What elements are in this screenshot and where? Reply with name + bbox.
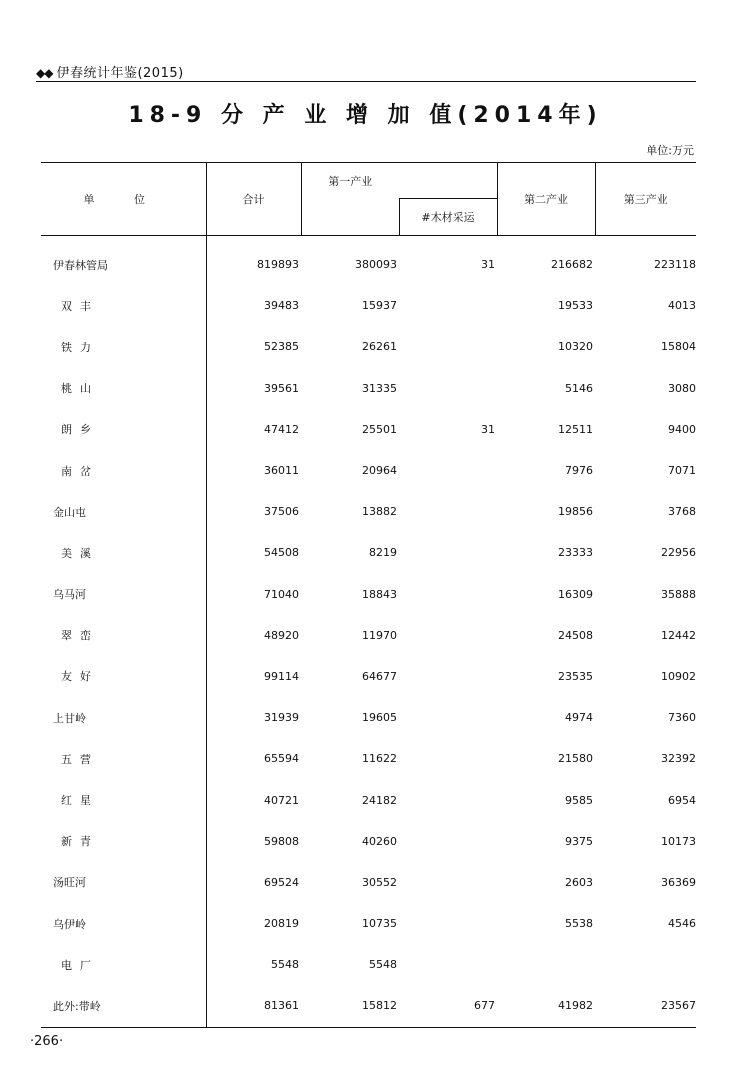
row-name: 美溪 — [61, 546, 99, 560]
cell-timber — [399, 491, 497, 532]
row-name: 汤旺河 — [53, 876, 86, 890]
cell-secondary: 2603 — [565, 875, 593, 889]
cell-secondary — [497, 944, 595, 985]
cell-primary: 24182 — [362, 793, 397, 807]
cell-primary: 11622 — [362, 752, 397, 766]
row-name: 上甘岭 — [53, 711, 86, 725]
row-name: 乌伊岭 — [53, 917, 86, 931]
cell-primary: 18843 — [362, 587, 397, 601]
row-name: 伊春林管局 — [53, 258, 108, 272]
row-name: 铁力 — [61, 340, 99, 354]
table-row — [41, 532, 696, 573]
header-primary-blank — [301, 199, 399, 236]
cell-total: 40721 — [206, 779, 301, 820]
cell-secondary: 19856 — [558, 505, 593, 519]
cell-total: 71040 — [206, 574, 301, 615]
cell-total: 59808 — [206, 821, 301, 862]
table-row — [41, 615, 696, 656]
cell-total: 31939 — [206, 697, 301, 738]
cell-tertiary: 12442 — [661, 628, 696, 642]
cell-tertiary: 35888 — [661, 587, 696, 601]
cell-tertiary: 22956 — [661, 546, 696, 560]
row-name: 金山屯 — [53, 505, 86, 519]
cell-timber — [399, 779, 497, 820]
diamond-icon: ◆◆ — [36, 66, 53, 80]
cell-total: 48920 — [206, 615, 301, 656]
cell-primary: 8219 — [369, 546, 397, 560]
row-name: 双丰 — [61, 299, 99, 313]
value-added-table — [41, 162, 696, 1028]
cell-timber — [399, 862, 497, 903]
table-row — [41, 368, 696, 409]
cell-tertiary — [595, 944, 696, 985]
cell-secondary: 5538 — [565, 917, 593, 931]
cell-secondary: 9585 — [565, 793, 593, 807]
cell-secondary: 7976 — [565, 464, 593, 478]
table-row — [41, 491, 696, 532]
header-timber: #木材采运 — [399, 199, 497, 236]
table-row — [41, 236, 696, 286]
cell-total: 819893 — [206, 236, 301, 286]
cell-primary: 19605 — [362, 711, 397, 725]
cell-secondary: 16309 — [558, 587, 593, 601]
cell-primary: 15812 — [301, 985, 399, 1027]
cell-tertiary: 36369 — [661, 875, 696, 889]
cell-primary: 31335 — [362, 381, 397, 395]
table-row — [41, 903, 696, 944]
cell-primary: 13882 — [362, 505, 397, 519]
cell-total: 52385 — [206, 326, 301, 367]
cell-total: 39561 — [206, 368, 301, 409]
table-row — [41, 409, 696, 450]
cell-secondary: 41982 — [497, 985, 595, 1027]
cell-primary: 26261 — [362, 340, 397, 354]
cell-primary: 11970 — [362, 628, 397, 642]
cell-timber — [399, 697, 497, 738]
header-tertiary: 第三产业 — [595, 163, 696, 236]
cell-tertiary: 4546 — [668, 917, 696, 931]
cell-tertiary: 15804 — [661, 340, 696, 354]
cell-timber — [399, 326, 497, 367]
cell-total: 81361 — [206, 985, 301, 1027]
table-row — [41, 656, 696, 697]
cell-total: 20819 — [206, 903, 301, 944]
cell-tertiary: 10173 — [661, 834, 696, 848]
cell-primary: 10735 — [362, 917, 397, 931]
cell-timber: 31 — [481, 422, 495, 436]
cell-timber — [399, 368, 497, 409]
header-rule — [36, 81, 696, 82]
cell-secondary: 23333 — [558, 546, 593, 560]
header-spacer — [399, 163, 497, 199]
table-row — [41, 285, 696, 326]
cell-timber: 677 — [399, 985, 497, 1027]
cell-primary: 5548 — [369, 958, 397, 972]
cell-total: 39483 — [206, 285, 301, 326]
cell-tertiary: 3080 — [668, 381, 696, 395]
cell-secondary: 216682 — [551, 258, 593, 272]
cell-total: 65594 — [206, 738, 301, 779]
cell-tertiary: 4013 — [668, 299, 696, 313]
cell-timber — [399, 615, 497, 656]
cell-total: 54508 — [206, 532, 301, 573]
cell-primary: 40260 — [362, 834, 397, 848]
table-body — [41, 236, 696, 1028]
row-name: 友好 — [61, 670, 99, 684]
row-name: 此外:带岭 — [41, 985, 206, 1027]
cell-secondary: 5146 — [565, 381, 593, 395]
cell-secondary: 10320 — [558, 340, 593, 354]
row-name: 南岔 — [61, 464, 99, 478]
cell-timber — [399, 285, 497, 326]
cell-tertiary: 6954 — [668, 793, 696, 807]
cell-secondary: 4974 — [565, 711, 593, 725]
cell-primary: 64677 — [362, 669, 397, 683]
table-row — [41, 574, 696, 615]
header-secondary: 第二产业 — [497, 163, 595, 236]
table-row — [41, 738, 696, 779]
page-number: ·266· — [30, 1034, 64, 1049]
table-row — [41, 450, 696, 491]
table-row — [41, 985, 696, 1027]
cell-timber — [399, 944, 497, 985]
unit-label: 单位:万元 — [646, 144, 694, 157]
table-row — [41, 862, 696, 903]
cell-timber — [399, 903, 497, 944]
cell-timber — [399, 738, 497, 779]
cell-primary: 15937 — [362, 299, 397, 313]
cell-primary: 30552 — [362, 875, 397, 889]
row-name: 朗乡 — [61, 423, 99, 437]
cell-tertiary: 10902 — [661, 669, 696, 683]
cell-timber: 31 — [481, 258, 495, 272]
cell-total: 36011 — [206, 450, 301, 491]
cell-timber — [399, 574, 497, 615]
cell-primary: 380093 — [355, 258, 397, 272]
cell-tertiary: 223118 — [654, 258, 696, 272]
row-name: 红星 — [61, 794, 99, 808]
cell-total: 5548 — [206, 944, 301, 985]
cell-total: 37506 — [206, 491, 301, 532]
table-row — [41, 821, 696, 862]
cell-secondary: 19533 — [558, 299, 593, 313]
header-unit: 单 位 — [41, 163, 206, 236]
cell-secondary: 9375 — [565, 834, 593, 848]
row-name: 翠峦 — [61, 629, 99, 643]
cell-primary: 20964 — [362, 464, 397, 478]
cell-tertiary: 7360 — [668, 711, 696, 725]
table-row — [41, 697, 696, 738]
cell-timber — [399, 656, 497, 697]
cell-secondary: 21580 — [558, 752, 593, 766]
cell-tertiary: 23567 — [595, 985, 696, 1027]
cell-tertiary: 3768 — [668, 505, 696, 519]
header-primary: 第一产业 — [301, 163, 399, 199]
table-title: 18-9 分 产 业 增 加 值(2014年) — [128, 103, 603, 128]
row-name: 五营 — [61, 752, 99, 766]
running-head-text: 伊春统计年鉴(2015) — [56, 66, 184, 81]
header-total: 合计 — [206, 163, 301, 236]
running-head — [36, 62, 184, 81]
cell-secondary: 23535 — [558, 669, 593, 683]
cell-tertiary: 9400 — [668, 422, 696, 436]
cell-primary: 25501 — [362, 422, 397, 436]
cell-secondary: 12511 — [558, 422, 593, 436]
table-row — [41, 779, 696, 820]
cell-timber — [399, 450, 497, 491]
cell-timber — [399, 532, 497, 573]
table-row — [41, 944, 696, 985]
row-name: 新青 — [61, 835, 99, 849]
row-name: 乌马河 — [53, 588, 86, 602]
cell-secondary: 24508 — [558, 628, 593, 642]
table-row — [41, 326, 696, 367]
cell-total: 69524 — [206, 862, 301, 903]
cell-total: 47412 — [206, 409, 301, 450]
row-name: 桃山 — [61, 382, 99, 396]
cell-total: 99114 — [206, 656, 301, 697]
cell-tertiary: 32392 — [661, 752, 696, 766]
row-name: 电厂 — [61, 958, 99, 972]
cell-tertiary: 7071 — [668, 464, 696, 478]
cell-timber — [399, 821, 497, 862]
